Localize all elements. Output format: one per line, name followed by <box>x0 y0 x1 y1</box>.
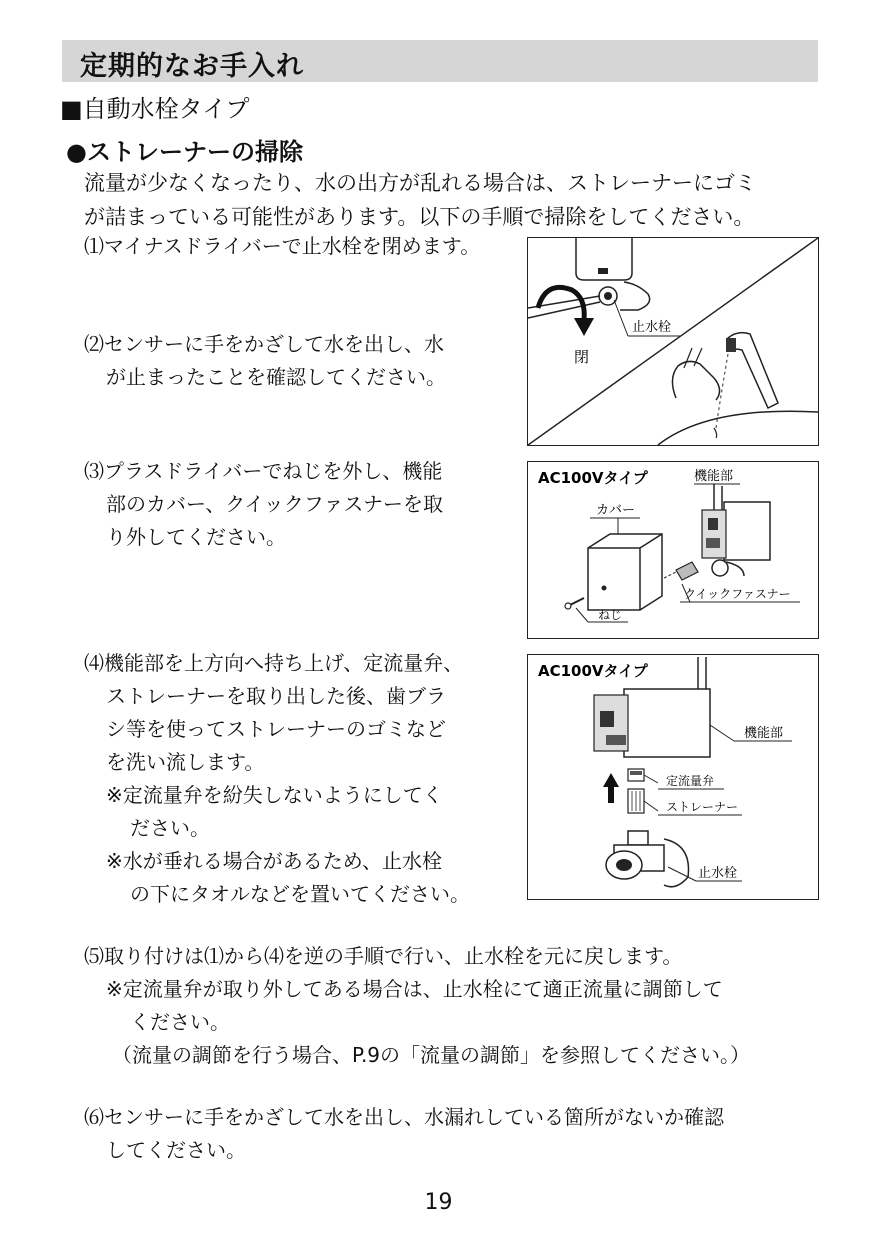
step-5-note-line-3: （流量の調節を行う場合、P.9の「流量の調節」を参照してください。） <box>112 1043 751 1067</box>
step-4-line-2: ストレーナーを取り出した後、歯ブラ <box>106 684 446 708</box>
figure-cover-removal <box>527 461 819 639</box>
step-5-note-line-1: ※定流量弁が取り外してある場合は、止水栓にて適正流量に調節して <box>106 977 723 1001</box>
intro-line-2: が詰まっている可能性があります。以下の手順で掃除をしてください。 <box>84 205 755 229</box>
fig3-valve-label: 止水栓 <box>698 866 738 881</box>
fig2-unit-label: 機能部 <box>694 469 734 484</box>
step-1-text: ⑴マイナスドライバーで止水栓を閉めます。 <box>84 234 481 258</box>
step-6-line-2: してください。 <box>106 1138 246 1162</box>
step-4-line-3: シ等を使ってストレーナーのゴミなど <box>106 717 446 741</box>
step-4-note-1-line-1: ※定流量弁を紛失しないようにしてく <box>106 783 443 807</box>
fig1-close-label: 閉 <box>574 348 590 366</box>
step-4-note-2-line-2: の下にタオルなどを置いてください。 <box>130 882 470 906</box>
fig3-type-label: AC100Vタイプ <box>538 662 648 680</box>
step-3-line-3: り外してください。 <box>106 525 286 549</box>
figure-strainer-removal <box>527 654 819 900</box>
step-2-line-2: が止まったことを確認してください。 <box>106 365 446 389</box>
step-4-note-1-line-2: ださい。 <box>130 816 210 840</box>
step-2-line-1: ⑵センサーに手をかざして水を出し、水 <box>84 332 444 356</box>
section-title: ■自動水栓タイプ <box>60 95 250 123</box>
step-5-line-1: ⑸取り付けは⑴から⑷を逆の手順で行い、止水栓を元に戻します。 <box>84 944 683 968</box>
subsection-title: ●ストレーナーの掃除 <box>66 138 303 166</box>
step-3-line-2: 部のカバー、クイックファスナーを取 <box>106 492 443 516</box>
step-4-line-1: ⑷機能部を上方向へ持ち上げ、定流量弁、 <box>84 651 464 675</box>
step-4-note-2-line-1: ※水が垂れる場合があるため、止水栓 <box>106 849 442 873</box>
fig2-fastener-label: クイックファスナー <box>684 587 791 601</box>
fig3-flow-valve-label: 定流量弁 <box>666 774 715 788</box>
fig2-screw-label: ねじ <box>598 608 623 622</box>
page-number: 19 <box>424 1190 453 1215</box>
intro-line-1: 流量が少なくなったり、水の出方が乱れる場合は、ストレーナーにゴミ <box>84 171 756 195</box>
page-title: 定期的なお手入れ <box>80 51 304 82</box>
figure-valve-closing <box>527 237 819 446</box>
fig2-type-label: AC100Vタイプ <box>538 469 648 487</box>
step-6-line-1: ⑹センサーに手をかざして水を出し、水漏れしている箇所がないか確認 <box>84 1105 724 1129</box>
step-4-line-4: を洗い流します。 <box>106 750 265 774</box>
step-5-note-line-2: ください。 <box>130 1010 230 1034</box>
fig3-unit-label: 機能部 <box>744 726 784 741</box>
fig3-strainer-label: ストレーナー <box>666 800 739 814</box>
fig1-valve-label: 止水栓 <box>632 320 672 335</box>
step-3-line-1: ⑶プラスドライバーでねじを外し、機能 <box>84 459 443 483</box>
fig2-cover-label: カバー <box>596 503 636 518</box>
